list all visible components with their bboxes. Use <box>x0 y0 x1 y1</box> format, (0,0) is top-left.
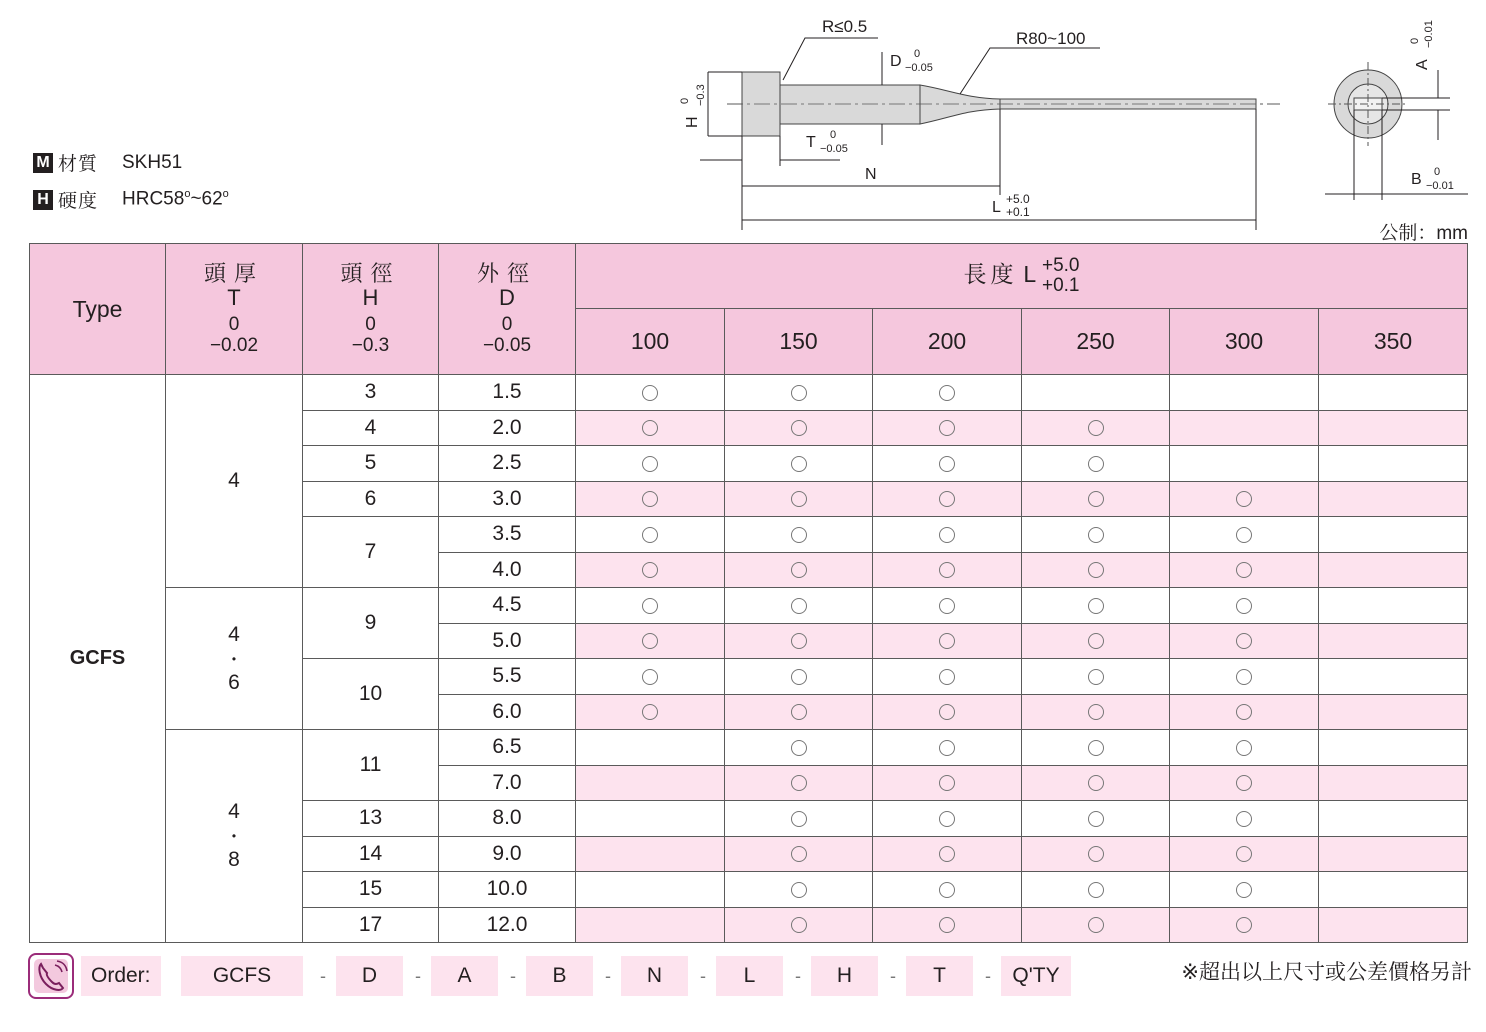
availability-cell <box>576 623 725 659</box>
availability-cell <box>873 801 1022 837</box>
availability-cell <box>1022 375 1170 411</box>
available-mark-icon <box>939 917 955 933</box>
availability-cell <box>1170 410 1319 446</box>
availability-cell <box>873 836 1022 872</box>
a-label: A <box>1414 59 1431 70</box>
availability-cell <box>725 517 873 553</box>
availability-cell <box>576 659 725 695</box>
available-mark-icon <box>1236 527 1252 543</box>
available-mark-icon <box>939 775 955 791</box>
availability-cell <box>1022 588 1170 624</box>
availability-cell <box>1319 410 1468 446</box>
length-header-150: 150 <box>725 309 873 375</box>
availability-cell <box>1170 517 1319 553</box>
table-row <box>30 588 1468 624</box>
pin-taper <box>920 85 1000 124</box>
available-mark-icon <box>1088 633 1104 649</box>
available-mark-icon <box>791 385 807 401</box>
outer-diameter-cell: 8.0 <box>439 801 576 837</box>
availability-cell <box>1022 659 1170 695</box>
head-diameter-cell: 4 <box>303 410 439 446</box>
available-mark-icon <box>1088 562 1104 578</box>
availability-cell <box>1022 836 1170 872</box>
l-tol-lower: +0.1 <box>1006 205 1030 219</box>
availability-cell <box>1319 765 1468 801</box>
availability-cell <box>725 872 873 908</box>
available-mark-icon <box>791 633 807 649</box>
t-tol-lower: −0.05 <box>820 143 848 155</box>
header-length: 長度 L +5.0 +0.1 <box>576 244 1468 309</box>
length-header-100: 100 <box>576 309 725 375</box>
head-diameter-cell: 9 <box>303 588 439 659</box>
available-mark-icon <box>791 917 807 933</box>
available-mark-icon <box>939 633 955 649</box>
available-mark-icon <box>939 882 955 898</box>
available-mark-icon <box>791 811 807 827</box>
availability-cell <box>576 375 725 411</box>
available-mark-icon <box>939 704 955 720</box>
available-mark-icon <box>1236 633 1252 649</box>
available-mark-icon <box>642 669 658 685</box>
availability-cell <box>1022 623 1170 659</box>
available-mark-icon <box>791 882 807 898</box>
header-outer-diameter: 外徑 D 0 −0.05 <box>439 244 576 375</box>
availability-cell <box>725 907 873 943</box>
order-field-n: N <box>621 956 688 996</box>
availability-cell <box>1170 375 1319 411</box>
available-mark-icon <box>939 598 955 614</box>
outer-diameter-cell: 7.0 <box>439 765 576 801</box>
outer-diameter-cell: 5.5 <box>439 659 576 695</box>
order-field-gcfs: GCFS <box>181 956 303 996</box>
available-mark-icon <box>791 846 807 862</box>
n-label: N <box>865 166 877 183</box>
head-diameter-cell: 3 <box>303 375 439 411</box>
available-mark-icon <box>1236 811 1252 827</box>
outer-diameter-cell: 5.0 <box>439 623 576 659</box>
outer-diameter-cell: 3.0 <box>439 481 576 517</box>
order-field-a: A <box>431 956 498 996</box>
availability-cell <box>1022 872 1170 908</box>
price-note: ※超出以上尺寸或公差價格另計 <box>1181 961 1472 984</box>
length-header-300: 300 <box>1170 309 1319 375</box>
d-tol-lower: −0.05 <box>905 62 933 74</box>
availability-cell <box>1022 552 1170 588</box>
availability-cell <box>1319 446 1468 482</box>
availability-cell <box>725 552 873 588</box>
available-mark-icon <box>1236 740 1252 756</box>
header-type: Type <box>30 244 166 375</box>
availability-cell <box>576 836 725 872</box>
available-mark-icon <box>642 704 658 720</box>
availability-cell <box>576 552 725 588</box>
available-mark-icon <box>1088 456 1104 472</box>
outer-diameter-cell: 9.0 <box>439 836 576 872</box>
availability-cell <box>1022 694 1170 730</box>
order-separator: - <box>415 966 421 986</box>
hardness-label: 硬度 <box>58 191 99 212</box>
outer-diameter-cell: 4.0 <box>439 552 576 588</box>
availability-cell <box>725 623 873 659</box>
availability-cell <box>1170 659 1319 695</box>
ejector-pin-drawing <box>660 0 1486 244</box>
availability-cell <box>1022 446 1170 482</box>
t-label: T <box>806 134 816 151</box>
available-mark-icon <box>1236 491 1252 507</box>
availability-cell <box>1022 481 1170 517</box>
available-mark-icon <box>642 562 658 578</box>
outer-diameter-cell: 6.5 <box>439 730 576 766</box>
availability-cell <box>725 765 873 801</box>
outer-diameter-cell: 6.0 <box>439 694 576 730</box>
available-mark-icon <box>1236 917 1252 933</box>
availability-cell <box>576 765 725 801</box>
availability-cell <box>1319 801 1468 837</box>
availability-cell <box>1022 410 1170 446</box>
available-mark-icon <box>1088 598 1104 614</box>
available-mark-icon <box>1236 562 1252 578</box>
available-mark-icon <box>1088 740 1104 756</box>
l-label: L <box>992 199 1001 216</box>
available-mark-icon <box>939 562 955 578</box>
availability-cell <box>725 410 873 446</box>
head-diameter-cell: 11 <box>303 730 439 801</box>
availability-cell <box>1170 446 1319 482</box>
available-mark-icon <box>1088 420 1104 436</box>
b-tol-lower: −0.01 <box>1426 180 1454 192</box>
availability-cell <box>1170 872 1319 908</box>
phone-icon[interactable] <box>28 953 74 999</box>
availability-cell <box>725 836 873 872</box>
order-field-h: H <box>811 956 878 996</box>
available-mark-icon <box>1088 882 1104 898</box>
availability-cell <box>873 410 1022 446</box>
order-separator: - <box>510 966 516 986</box>
availability-cell <box>873 907 1022 943</box>
material-spec <box>33 149 182 176</box>
availability-cell <box>1319 659 1468 695</box>
availability-cell <box>1319 375 1468 411</box>
unit-label: 公制：mm <box>1379 223 1468 244</box>
h-tol-lower: −0.3 <box>695 84 707 106</box>
availability-cell <box>725 375 873 411</box>
order-label: Order: <box>81 956 161 996</box>
availability-cell <box>1319 588 1468 624</box>
order-separator: - <box>320 966 326 986</box>
availability-cell <box>1170 801 1319 837</box>
availability-cell <box>1170 836 1319 872</box>
t-tol-upper: 0 <box>830 129 837 141</box>
availability-cell <box>1319 623 1468 659</box>
head-diameter-cell: 14 <box>303 836 439 872</box>
available-mark-icon <box>791 704 807 720</box>
availability-cell <box>873 517 1022 553</box>
material-value: SKH51 <box>122 151 183 173</box>
availability-cell <box>576 588 725 624</box>
order-field-l: L <box>716 956 783 996</box>
order-field-d: D <box>336 956 403 996</box>
available-mark-icon <box>1236 775 1252 791</box>
outer-diameter-cell: 12.0 <box>439 907 576 943</box>
length-header-250: 250 <box>1022 309 1170 375</box>
available-mark-icon <box>939 669 955 685</box>
a-tol-lower: −0.01 <box>1423 20 1435 48</box>
head-diameter-cell: 17 <box>303 907 439 943</box>
material-label: 材質 <box>58 154 99 175</box>
availability-cell <box>725 659 873 695</box>
available-mark-icon <box>1088 775 1104 791</box>
head-diameter-cell: 13 <box>303 801 439 837</box>
available-mark-icon <box>791 456 807 472</box>
availability-cell <box>1170 907 1319 943</box>
available-mark-icon <box>791 527 807 543</box>
availability-cell <box>576 872 725 908</box>
availability-cell <box>576 907 725 943</box>
a-tol-upper: 0 <box>1409 37 1421 44</box>
availability-cell <box>1022 907 1170 943</box>
availability-cell <box>1170 694 1319 730</box>
d-label: D <box>890 53 902 70</box>
available-mark-icon <box>1088 527 1104 543</box>
available-mark-icon <box>939 527 955 543</box>
length-header-350: 350 <box>1319 309 1468 375</box>
available-mark-icon <box>1088 669 1104 685</box>
hardness-value: HRC58$^o$~62$^o$ <box>122 188 229 210</box>
availability-cell <box>1170 552 1319 588</box>
available-mark-icon <box>1088 811 1104 827</box>
availability-cell <box>1319 907 1468 943</box>
availability-cell <box>725 446 873 482</box>
availability-cell <box>576 481 725 517</box>
order-field-t: T <box>906 956 973 996</box>
availability-cell <box>1319 730 1468 766</box>
available-mark-icon <box>1088 846 1104 862</box>
availability-cell <box>1022 801 1170 837</box>
availability-cell <box>873 446 1022 482</box>
h-label: H <box>684 116 701 128</box>
availability-cell <box>1319 694 1468 730</box>
availability-cell <box>873 872 1022 908</box>
available-mark-icon <box>642 420 658 436</box>
order-field-qty: Q'TY <box>1001 956 1071 996</box>
available-mark-icon <box>939 491 955 507</box>
available-mark-icon <box>939 846 955 862</box>
available-mark-icon <box>1236 669 1252 685</box>
h-tol-upper: 0 <box>679 97 691 104</box>
availability-cell <box>725 481 873 517</box>
head-thickness-cell: 4 <box>166 375 303 588</box>
availability-cell <box>1319 481 1468 517</box>
table-body <box>30 375 1468 943</box>
availability-cell <box>725 801 873 837</box>
order-separator: - <box>700 966 706 986</box>
available-mark-icon <box>642 385 658 401</box>
availability-cell <box>1170 588 1319 624</box>
head-diameter-cell: 6 <box>303 481 439 517</box>
order-separator: - <box>605 966 611 986</box>
availability-cell <box>1319 517 1468 553</box>
available-mark-icon <box>642 527 658 543</box>
available-mark-icon <box>791 598 807 614</box>
available-mark-icon <box>939 740 955 756</box>
outer-diameter-cell: 2.0 <box>439 410 576 446</box>
order-separator: - <box>985 966 991 986</box>
available-mark-icon <box>791 491 807 507</box>
hardness-badge: H <box>33 190 53 210</box>
available-mark-icon <box>1088 917 1104 933</box>
hardness-spec <box>33 186 229 213</box>
table-row <box>30 375 1468 411</box>
availability-cell <box>1319 552 1468 588</box>
available-mark-icon <box>791 740 807 756</box>
spec-table <box>29 243 1468 943</box>
order-field-b: B <box>526 956 593 996</box>
availability-cell <box>576 517 725 553</box>
material-badge: M <box>33 153 53 173</box>
outer-diameter-cell: 4.5 <box>439 588 576 624</box>
availability-cell <box>873 765 1022 801</box>
r-corner-label: R≤0.5 <box>822 17 868 36</box>
availability-cell <box>1022 730 1170 766</box>
available-mark-icon <box>939 456 955 472</box>
l-tol-upper: +5.0 <box>1006 192 1030 206</box>
header-head-thickness: 頭厚 T 0 −0.02 <box>166 244 303 375</box>
availability-cell <box>873 623 1022 659</box>
order-separator: - <box>890 966 896 986</box>
availability-cell <box>576 410 725 446</box>
availability-cell <box>725 588 873 624</box>
available-mark-icon <box>642 633 658 649</box>
availability-cell <box>873 659 1022 695</box>
head-thickness-cell: 4 • 6 <box>166 588 303 730</box>
availability-cell <box>1319 872 1468 908</box>
available-mark-icon <box>1236 846 1252 862</box>
availability-cell <box>873 552 1022 588</box>
r-fillet-label: R80~100 <box>1016 29 1086 48</box>
available-mark-icon <box>642 456 658 472</box>
table-row <box>30 730 1468 766</box>
availability-cell <box>576 801 725 837</box>
head-diameter-cell: 10 <box>303 659 439 730</box>
available-mark-icon <box>1088 491 1104 507</box>
outer-diameter-cell: 2.5 <box>439 446 576 482</box>
head-diameter-cell: 7 <box>303 517 439 588</box>
availability-cell <box>873 730 1022 766</box>
pin-body <box>780 85 920 124</box>
availability-cell <box>1022 765 1170 801</box>
available-mark-icon <box>939 420 955 436</box>
available-mark-icon <box>939 811 955 827</box>
availability-cell <box>1170 730 1319 766</box>
outer-diameter-cell: 3.5 <box>439 517 576 553</box>
order-separator: - <box>795 966 801 986</box>
availability-cell <box>1170 623 1319 659</box>
available-mark-icon <box>1236 882 1252 898</box>
header-head-diameter: 頭徑 H 0 −0.3 <box>303 244 439 375</box>
availability-cell <box>1319 836 1468 872</box>
available-mark-icon <box>791 669 807 685</box>
available-mark-icon <box>791 420 807 436</box>
availability-cell <box>576 694 725 730</box>
available-mark-icon <box>642 598 658 614</box>
availability-cell <box>1170 481 1319 517</box>
availability-cell <box>576 730 725 766</box>
outer-diameter-cell: 10.0 <box>439 872 576 908</box>
availability-cell <box>1022 517 1170 553</box>
head-diameter-cell: 5 <box>303 446 439 482</box>
availability-cell <box>873 588 1022 624</box>
type-cell: GCFS <box>30 375 166 943</box>
available-mark-icon <box>1088 704 1104 720</box>
outer-diameter-cell: 1.5 <box>439 375 576 411</box>
head-diameter-cell: 15 <box>303 872 439 908</box>
availability-cell <box>725 694 873 730</box>
available-mark-icon <box>939 385 955 401</box>
availability-cell <box>1170 765 1319 801</box>
length-header-200: 200 <box>873 309 1022 375</box>
available-mark-icon <box>1236 704 1252 720</box>
available-mark-icon <box>791 775 807 791</box>
availability-cell <box>873 481 1022 517</box>
available-mark-icon <box>1236 598 1252 614</box>
availability-cell <box>576 446 725 482</box>
b-tol-upper: 0 <box>1434 166 1441 178</box>
b-label: B <box>1411 171 1422 188</box>
head-thickness-cell: 4 • 8 <box>166 730 303 943</box>
availability-cell <box>873 694 1022 730</box>
availability-cell <box>725 730 873 766</box>
available-mark-icon <box>642 491 658 507</box>
d-tol-upper: 0 <box>914 48 921 60</box>
availability-cell <box>873 375 1022 411</box>
available-mark-icon <box>791 562 807 578</box>
